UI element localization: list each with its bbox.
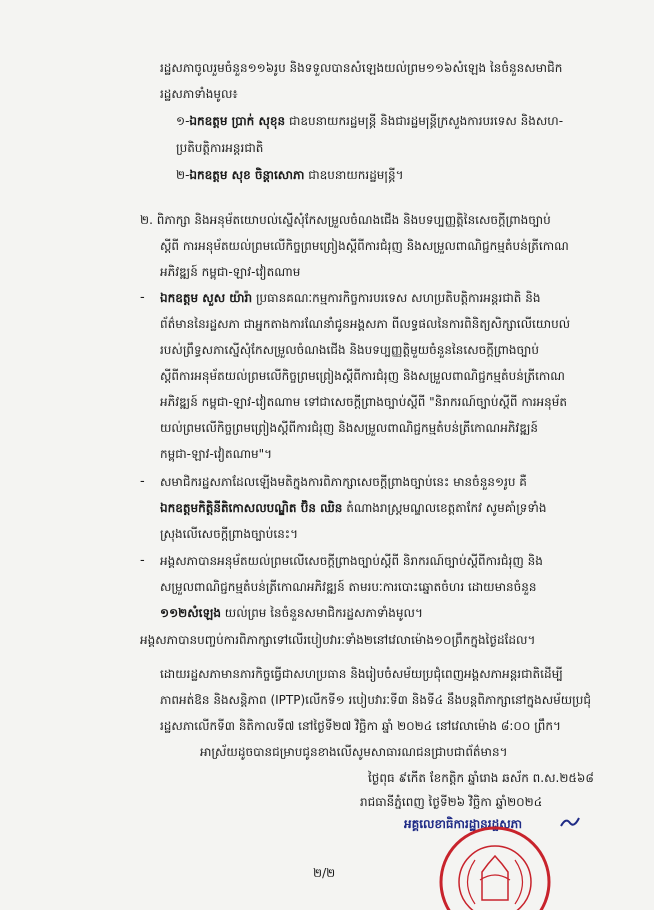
- bullet-1-line-1: [160, 290, 540, 306]
- seal-ornament: [480, 875, 510, 880]
- member-1-prefix: ១-: [176, 114, 190, 128]
- page-number: ២/២: [313, 866, 336, 880]
- member-1-role-cont: ប្រតិបត្តិការអន្តរជាតិ: [176, 141, 264, 155]
- signature-flourish-icon: [560, 816, 580, 830]
- bullet-3-line-1: អង្គសភាបានអនុម័តយល់ព្រមលើសេចក្តីព្រាងច្បាប់ស្តីពី និរាករណ៍ច្បាប់ស្តីពីការជំរុញ និង: [160, 554, 543, 568]
- bullet-dash-2: -: [140, 474, 145, 489]
- bullet-1-line-4: ស្តីពីការអនុម័តយល់ព្រមលើកិច្ចព្រមព្រៀងស្តីពីការជំរុញ និងសម្រួលពាណិជ្ជកម្មតំបន់ត្រីកោណ: [160, 369, 565, 383]
- section-2-line-1: ២. ពិភាក្សា និងអនុម័តយោបល់ស្នើសុំកែសម្រួលចំណងជើង និងបទប្បញ្ញត្តិនៃសេចក្តីព្រាងច្បាប់: [140, 213, 551, 227]
- vote-count: ១១២សំឡេង: [160, 606, 221, 620]
- member-2-name: ឯកឧត្តម សុខ ចិន្តាសោភា: [189, 168, 305, 182]
- bullet-1-line-5: អភិវឌ្ឍន៍ កម្ពុជា-ឡាវ-វៀតណាម ទៅជាសេចក្តីព្រាងច្បាប់ស្តីពី "និរាករណ៍ច្បាប់ស្តីពី ការអនុម័ត: [160, 395, 568, 409]
- seal-wreath-right: [515, 860, 523, 904]
- bullet-3-line-3: [160, 605, 423, 621]
- header-line-2: រដ្ឋសភាទាំងមូល៖: [160, 87, 238, 101]
- bullet-2-line-2: [160, 500, 546, 516]
- header-line-1: រដ្ឋសភាចូលរួមចំនួន១១៦រូប និងទទួលបានសំឡេងយល់ព្រម១១៦សំឡេង នៃចំនួនសមាជិក: [160, 61, 563, 75]
- seal-outer-ring: [441, 828, 549, 910]
- member-2: [176, 167, 404, 183]
- official-seal: [420, 820, 570, 910]
- section-2-line-2: ស្តីពី ការអនុម័តយល់ព្រមលើកិច្ចព្រមព្រៀងស្តីពីការជំរុញ និងសម្រួលពាណិជ្ជកម្មតំបន់ត្រីកោណ: [160, 239, 569, 253]
- bullet-1-text: ប្រធានគណៈកម្មការកិច្ចការបរទេស សហប្រតិបត្តិការអន្តរជាតិ និង: [255, 291, 541, 305]
- bullet-1-line-3: របស់ព្រឹទ្ធសភាស្នើសុំកែសម្រួលចំណងជើង និងបទប្បញ្ញត្តិមួយចំនួននៃសេចក្តីព្រាងច្បាប់: [160, 343, 539, 357]
- bullet-dash-1: -: [140, 290, 145, 305]
- closing-para-line-4: អាស្រ័យដូចបានជម្រាបជូនខាងលើសូមសាធារណជនជ្រាបជាព័ត៌មាន។: [200, 745, 508, 759]
- member-2-role: ជាឧបនាយករដ្ឋមន្ត្រី។: [308, 168, 404, 182]
- member-2-prefix: ២-: [176, 168, 190, 182]
- member-1: [176, 113, 563, 129]
- closing-para-line-1: ដោយរដ្ឋសភាមានភារកិច្ចធ្វើជាសហប្រធាន និងរៀបចំសម័យប្រជុំពេញអង្គសភាអន្តរជាតិដើម្បី: [160, 667, 563, 681]
- solar-date: រាជធានីភ្នំពេញ ថ្ងៃទី២៦ វិច្ឆិកា ឆ្នាំ២០២៤: [360, 795, 543, 809]
- bullet-dash-3: -: [140, 553, 145, 568]
- seal-wreath-left: [468, 860, 476, 904]
- bullet-2-text: តំណាងរាស្ត្រមណ្ឌលខេត្តតាកែវ សូមគាំទ្រទាំង: [346, 501, 547, 515]
- closing-para-line-3: រដ្ឋសភាលើកទី៣ និតិកាលទី៧ នៅថ្ងៃទី២៧ វិច្ឆិកា ឆ្នាំ ២០២៤ នៅវេលាម៉ោង ៨:០០ ព្រឹក។: [160, 719, 561, 733]
- closing-line: អង្គសភាបានបញ្ចប់ការពិភាក្សាទៅលើរបៀបវារៈទាំង២នៅវេលាម៉ោង១០ព្រឹកក្នុងថ្ងៃដដែល។: [140, 633, 536, 647]
- seal-temple-icon: [482, 856, 508, 900]
- bullet-2-speaker: ឯកឧត្តមកិត្តិនីតិកោសលបណ្ឌិត ប៊ិន ឈិន: [160, 501, 343, 515]
- member-1-role: ជាឧបនាយករដ្ឋមន្ត្រី និងជារដ្ឋមន្ត្រីក្រសួងការបរទេស និងសហ-: [288, 114, 564, 128]
- bullet-2-line-3: ស្រុងលើសេចក្តីព្រាងច្បាប់នេះ។: [160, 527, 298, 541]
- bullet-1-line-6: យល់ព្រមលើកិច្ចព្រមព្រៀងស្តីពីការជំរុញ និងសម្រួលពាណិជ្ជកម្មតំបន់ត្រីកោណអភិវឌ្ឍន៍: [160, 421, 539, 435]
- member-1-name: ឯកឧត្តម ប្រាក់ សុខុន: [189, 114, 286, 128]
- bullet-3-line-2: សម្រួលពាណិជ្ជកម្មតំបន់ត្រីកោណអភិវឌ្ឍន៍ តាមរបៈការបោះឆ្នោតចំហរ ដោយមានចំនួន: [160, 580, 537, 594]
- bullet-1-line-7: កម្ពុជា-ឡាវ-វៀតណាម"។: [160, 447, 273, 461]
- lunar-date: ថ្ងៃពុធ ៩កេីត ខែកត្តិក ឆ្នាំរោង ឆស័ក ព.ស.២៥៦៨: [368, 771, 594, 785]
- bullet-1-line-2: ព័ត៌មាននៃរដ្ឋសភា ជាអ្នកតាងការណែនាំជូនអង្គសភា ពីលទ្ធផលនៃការពិនិត្យសិក្សាលើយោបល់: [160, 317, 571, 331]
- bullet-2-line-1: សមាជិករដ្ឋសភាដែលឡើងមតិក្នុងការពិភាក្សាសេចក្តីព្រាងច្បាប់នេះ មានចំនួន១រូប គឺ: [160, 475, 527, 489]
- closing-para-line-2: ភាពអត់ឱន និងសន្តិភាព (IPTP)លើកទី១ របៀបវារៈទី៣ និងទី៤ នឹងបន្តពិភាក្សានៅក្នុងសម័យប្រជុំ: [160, 693, 591, 707]
- signature-title: អគ្គលេខាធិការដ្ឋានរដ្ឋសភា: [404, 817, 523, 831]
- bullet-3-text: យល់ព្រម នៃចំនួនសមាជិករដ្ឋសភាទាំងមូល។: [224, 606, 423, 620]
- bullet-1-speaker: ឯកឧត្តម សួស យ៉ារ៉ា: [160, 291, 253, 305]
- section-2-line-3: អភិវឌ្ឍន៍ កម្ពុជា-ឡាវ-វៀតណាម: [160, 265, 301, 279]
